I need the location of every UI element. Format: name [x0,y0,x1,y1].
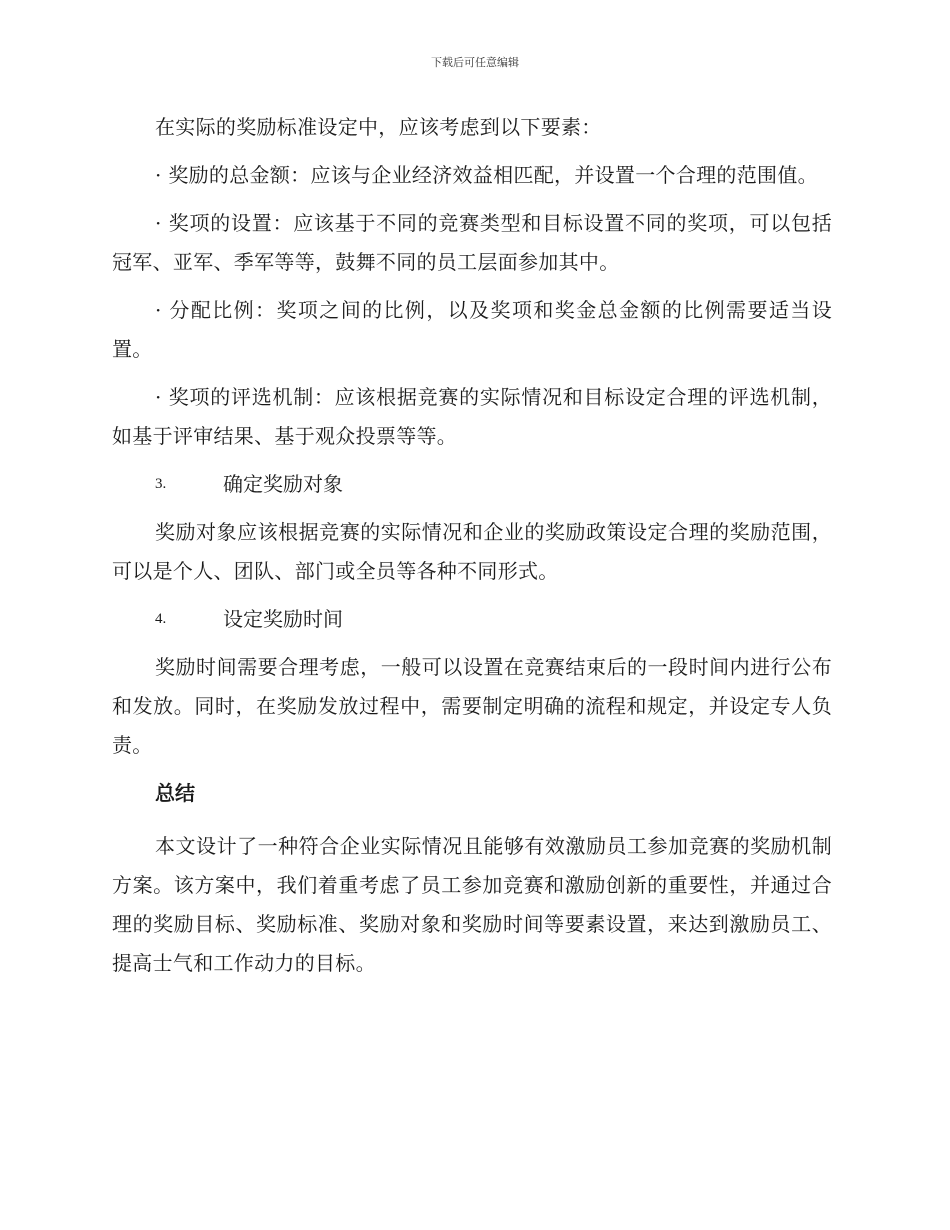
section-3-heading [112,465,832,504]
summary-heading: 总结 [155,781,195,805]
section-3-number: 3. [155,476,167,492]
bullet-total-amount: · 奖励的总金额：应该与企业经济效益相匹配，并设置一个合理的范围值。 [155,163,818,187]
section-4-number: 4. [155,611,167,627]
document-body [112,108,832,992]
section-4-title: 设定奖励时间 [223,607,343,631]
page-header: 下载后可任意编辑 [431,56,519,69]
section-4-heading [112,600,832,639]
reward-target-paragraph: 奖励对象应该根据竞赛的实际情况和企业的奖励政策设定合理的奖励范围，可以是个人、团队、部门或全员等各种不同形式。 [112,520,832,583]
section-3-title: 确定奖励对象 [223,472,343,496]
summary-paragraph: 本文设计了一种符合企业实际情况且能够有效激励员工参加竞赛的奖励机制方案。该方案中，我们着重考虑了员工参加竞赛和激励创新的重要性，并通过合理的奖励目标、奖励标准、奖励对象和奖励时间等要素设置，来达到激励员工、提高士气和工作动力的目标。 [112,834,832,975]
bullet-award-setup: · 奖项的设置：应该基于不同的竞赛类型和目标设置不同的奖项，可以包括冠军、亚军、季军等等，鼓舞不同的员工层面参加其中。 [112,211,832,274]
bullet-selection-mechanism: · 奖项的评选机制：应该根据竞赛的实际情况和目标设定合理的评选机制，如基于评审结果、基于观众投票等等。 [112,385,832,448]
bullet-allocation-ratio: · 分配比例：奖项之间的比例，以及奖项和奖金总金额的比例需要适当设置。 [112,298,832,361]
reward-time-paragraph: 奖励时间需要合理考虑，一般可以设置在竞赛结束后的一段时间内进行公布和发放。同时，在奖励发放过程中，需要制定明确的流程和规定，并设定专人负责。 [112,655,832,757]
intro-paragraph: 在实际的奖励标准设定中，应该考虑到以下要素： [155,115,602,139]
